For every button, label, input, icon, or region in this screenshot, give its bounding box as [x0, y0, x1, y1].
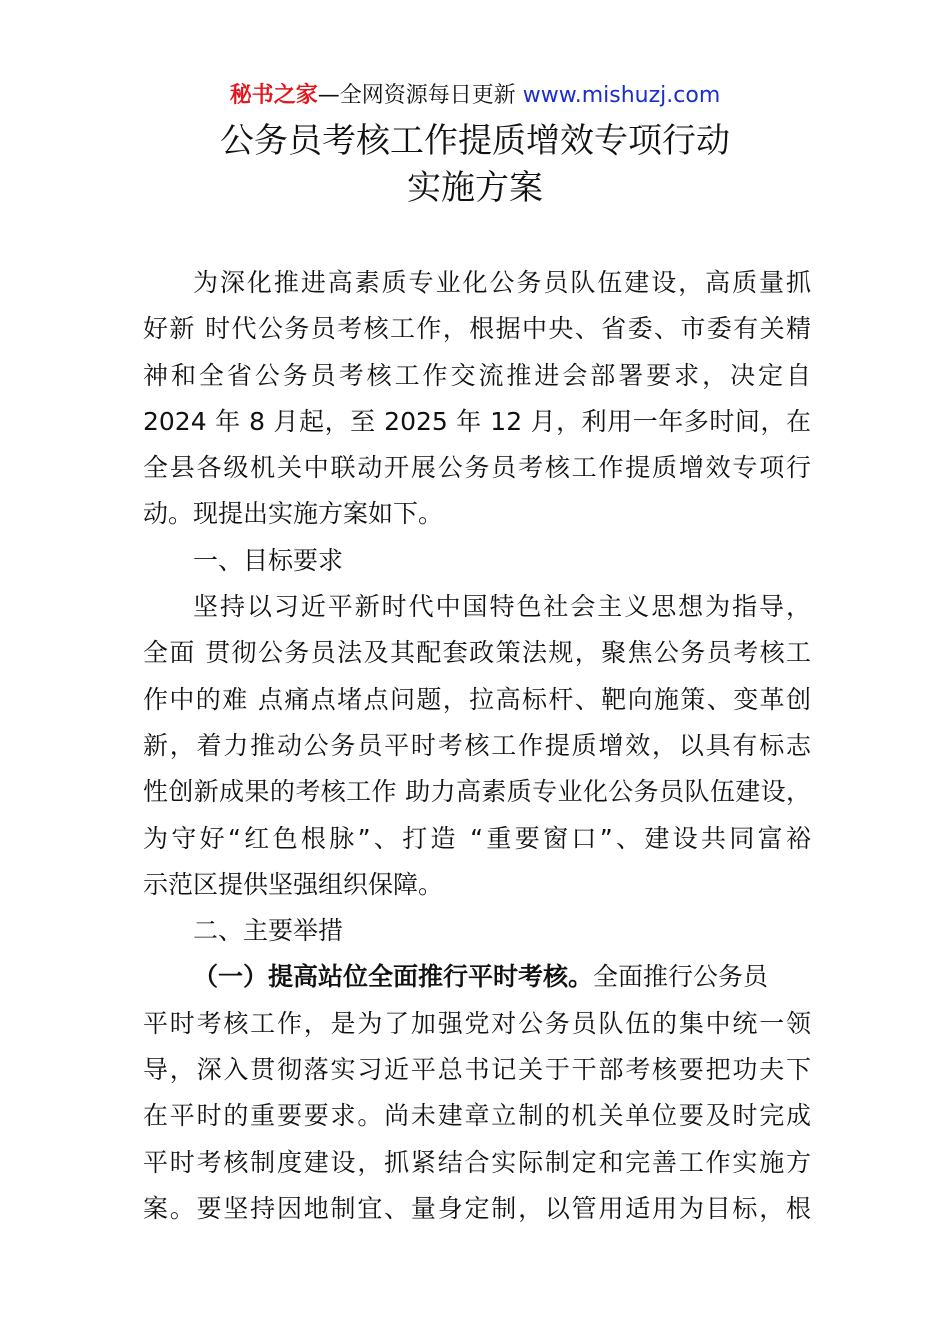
- paragraph-line: 全面 贯彻公务员法及其配套政策法规，聚焦公务员考核工: [143, 638, 811, 668]
- paragraph-line: 作中的难 点痛点堵点问题，拉高标杆、靶向施策、变革创: [143, 684, 811, 714]
- document-body: [143, 260, 811, 1232]
- paragraph-line: 在平时的重要要求。尚未建章立制的机关单位要及时完成: [143, 1101, 811, 1131]
- section-heading: 一、目标要求: [193, 545, 344, 575]
- subsection-heading: （一）提高站位全面推行平时考核。: [193, 962, 594, 992]
- paragraph-line: 好新 时代公务员考核工作，根据中央、省委、市委有关精: [143, 314, 811, 344]
- document-title-line-2: 实施方案: [407, 168, 543, 208]
- banner-tagline: —全网资源每日更新: [317, 83, 523, 108]
- site-url-link[interactable]: www.mishuzj.com: [522, 83, 721, 108]
- paragraph-line: 为深化推进高素质专业化公务员队伍建设，高质量抓: [193, 268, 811, 297]
- paragraph-line: 为守好“红色根脉”、打造 “重要窗口”、建设共同富裕: [143, 823, 811, 853]
- paragraph-line: 坚持以习近平新时代中国特色社会主义思想为指导，: [193, 592, 811, 622]
- paragraph-line: 动。现提出实施方案如下。: [143, 499, 444, 529]
- document-title-line-1: 公务员考核工作提质增效专项行动: [220, 121, 730, 161]
- paragraph-line: 2024 年 8 月起，至 2025 年 12 月，利用一年多时间，在: [143, 406, 811, 436]
- paragraph-line: 神和全省公务员考核工作交流推进会部署要求，决定自: [143, 360, 811, 390]
- paragraph-line: 新，着力推动公务员平时考核工作提质增效，以具有标志: [143, 730, 811, 760]
- paragraph-line: 示范区提供坚强组织保障。: [143, 869, 444, 899]
- site-banner: [0, 80, 950, 112]
- paragraph-line: 导，深入贯彻落实习近平总书记关于干部考核要把功夫下: [143, 1055, 811, 1085]
- section-heading: 二、主要举措: [193, 916, 344, 946]
- paragraph-line: 全县各级机关中联动开展公务员考核工作提质增效专项行: [143, 453, 811, 483]
- paragraph-line: 性创新成果的考核工作 助力高素质专业化公务员队伍建设，: [143, 777, 811, 807]
- paragraph-line: 案。要坚持因地制宜、量身定制，以管用适用为目标，根: [143, 1193, 811, 1223]
- paragraph-line: [143, 954, 811, 1000]
- brand-name: 秘书之家: [229, 83, 318, 108]
- paragraph-line: 平时考核制度建设，抓紧结合实际制定和完善工作实施方: [143, 1147, 811, 1177]
- paragraph-text: 全面推行公务员: [593, 962, 769, 992]
- paragraph-line: 平时考核工作，是为了加强党对公务员队伍的集中统一领: [143, 1008, 811, 1038]
